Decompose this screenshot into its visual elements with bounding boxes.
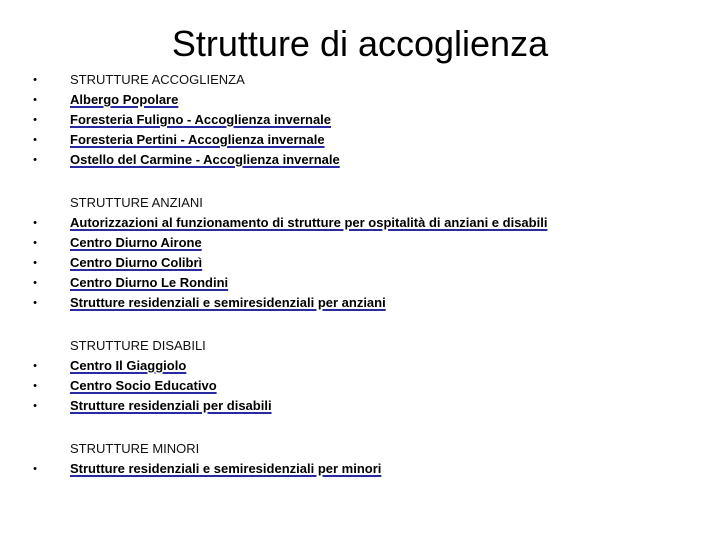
link-centro-socio-educativo[interactable]: Centro Socio Educativo — [70, 378, 217, 393]
link-foresteria-fuligno[interactable]: Foresteria Fuligno - Accoglienza invernale — [70, 112, 332, 127]
slide-title: Strutture di accoglienza — [171, 23, 549, 64]
bullet-icon: • — [33, 277, 37, 289]
section-heading: STRUTTURE DISABILI — [70, 338, 206, 353]
bullet-icon: • — [33, 237, 37, 249]
link-centro-diurno-colibri[interactable]: Centro Diurno Colibrì — [70, 255, 203, 270]
link-strutture-residenziali-disabili[interactable]: Strutture residenziali per disabili — [70, 398, 272, 413]
link-strutture-residenziali-minori[interactable]: Strutture residenziali e semiresidenziali per minori — [70, 461, 382, 476]
list-item — [30, 130, 700, 150]
bullet-icon: • — [33, 463, 37, 475]
bullet-icon: • — [33, 400, 37, 412]
bullet-icon: • — [33, 74, 37, 86]
list-item — [30, 150, 700, 170]
list-item — [30, 253, 700, 273]
list-item — [30, 439, 700, 459]
group-disabili — [30, 336, 700, 416]
link-autorizzazioni-funzionamento[interactable]: Autorizzazioni al funzionamento di strutture per ospitalità di anziani e disabili — [70, 215, 548, 230]
bullet-icon: • — [33, 134, 37, 146]
bullet-icon: • — [33, 257, 37, 269]
bullet-icon: • — [33, 154, 37, 166]
bullet-icon: • — [33, 360, 37, 372]
list-item — [30, 70, 700, 90]
group-accoglienza — [30, 70, 700, 170]
link-list — [30, 70, 700, 479]
bullet-icon: • — [33, 94, 37, 106]
link-centro-il-giaggiolo[interactable]: Centro Il Giaggiolo — [70, 358, 187, 373]
list-item — [30, 90, 700, 110]
list-item — [30, 356, 700, 376]
bullet-icon: • — [33, 114, 37, 126]
group-anziani — [30, 193, 700, 313]
bullet-icon: • — [33, 297, 37, 309]
list-item — [30, 213, 700, 233]
section-heading: STRUTTURE MINORI — [70, 441, 200, 456]
bullet-icon: • — [33, 217, 37, 229]
list-item — [30, 396, 700, 416]
bullet-icon: • — [33, 380, 37, 392]
list-item — [30, 459, 700, 479]
link-centro-diurno-airone[interactable]: Centro Diurno Airone — [70, 235, 202, 250]
list-item — [30, 110, 700, 130]
list-item — [30, 293, 700, 313]
link-strutture-residenziali-anziani[interactable]: Strutture residenziali e semiresidenziali per anziani — [70, 295, 386, 310]
section-heading: STRUTTURE ACCOGLIENZA — [70, 72, 245, 87]
list-item — [30, 273, 700, 293]
link-centro-diurno-le-rondini[interactable]: Centro Diurno Le Rondini — [70, 275, 229, 290]
list-item — [30, 233, 700, 253]
link-foresteria-pertini[interactable]: Foresteria Pertini - Accoglienza invernale — [70, 132, 325, 147]
link-albergo-popolare[interactable]: Albergo Popolare — [70, 92, 179, 107]
section-heading: STRUTTURE ANZIANI — [70, 195, 203, 210]
link-ostello-del-carmine[interactable]: Ostello del Carmine - Accoglienza invernale — [70, 152, 340, 167]
group-minori — [30, 439, 700, 479]
list-item — [30, 193, 700, 213]
list-item — [30, 376, 700, 396]
list-item — [30, 336, 700, 356]
